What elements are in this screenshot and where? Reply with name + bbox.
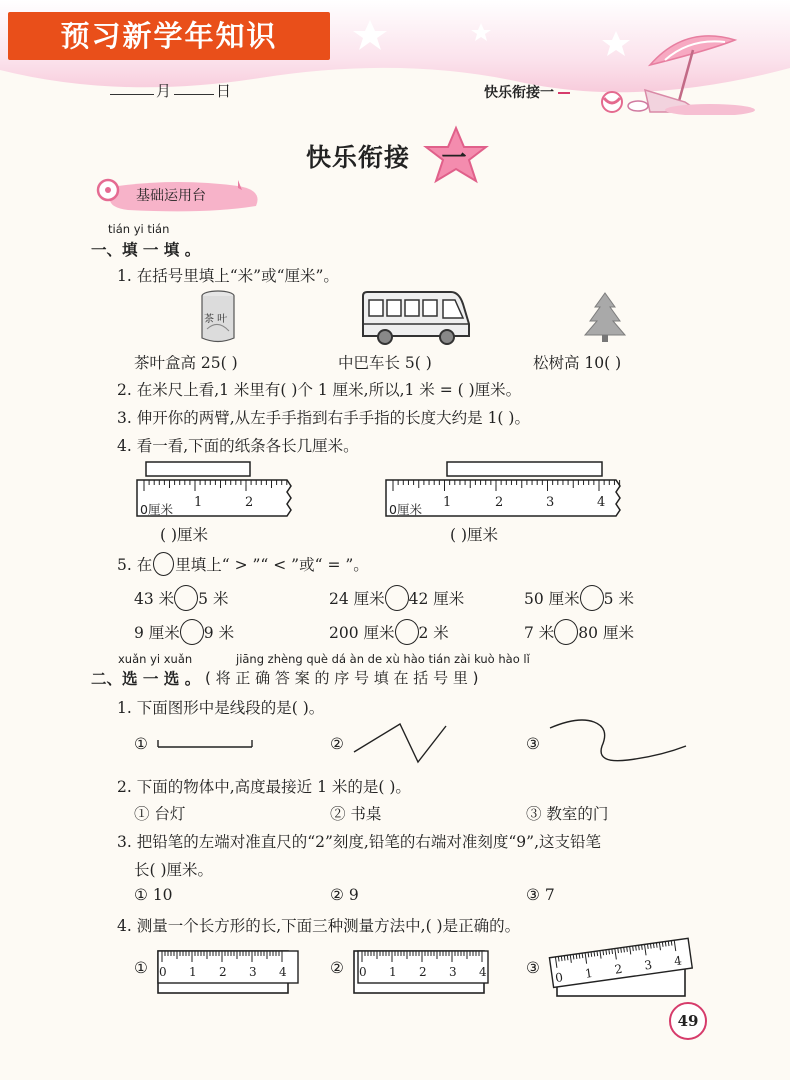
ruler-tick (567, 955, 568, 960)
section-label: 基础运用台 (136, 188, 206, 204)
option-door[interactable]: ③ 教室的门 (526, 805, 609, 823)
compare-left: 200 厘米 (329, 624, 395, 642)
lesson-title: 快乐衔接 (306, 143, 411, 172)
star-icon (350, 18, 390, 52)
star-icon (470, 22, 492, 42)
q1-item-tea[interactable]: 茶叶盒高 25( ) (134, 354, 238, 372)
minibus-image (359, 290, 471, 348)
q5-suffix: 里填上“ > ”“ < ”或“ = ”。 (175, 556, 369, 574)
compare-left: 24 厘米 (329, 590, 385, 608)
compare-item (329, 585, 464, 611)
pine-tree-image (583, 291, 627, 343)
ruler-1-zero-label: 0厘米 (140, 502, 173, 517)
compare-left: 50 厘米 (524, 590, 580, 608)
ruler-tick (579, 954, 580, 959)
ruler-tick (656, 943, 657, 948)
option-mark[interactable]: ② (330, 959, 344, 977)
ruler-tick-label: 4 (479, 965, 487, 979)
ruler-tick (576, 954, 577, 959)
header-tag: 快乐衔接一 (484, 85, 554, 101)
ruler-tick (558, 957, 559, 962)
ruler-2-tick-label: 1 (443, 495, 452, 510)
compare-right: 5 米 (198, 590, 229, 608)
question-5 (117, 552, 369, 576)
compare-right: 80 厘米 (578, 624, 634, 642)
tag-dash (558, 92, 570, 94)
compare-left: 9 厘米 (134, 624, 180, 642)
ruler-tick (573, 954, 574, 959)
day-blank[interactable] (174, 94, 214, 95)
compare-right: 2 米 (418, 624, 449, 642)
ruler-tick-label: 4 (673, 953, 683, 969)
ruler-2-zero-label: 0厘米 (389, 502, 422, 517)
compare-blank[interactable] (395, 619, 419, 645)
q4-answer-1[interactable]: ( )厘米 (160, 526, 209, 544)
option-10[interactable]: ① 10 (134, 886, 173, 904)
option-mark[interactable]: ③ (526, 959, 540, 977)
month-label: 月 (156, 82, 172, 100)
compare-item (329, 619, 449, 645)
question-4: 4. 看一看,下面的纸条各长几厘米。 (117, 437, 359, 455)
ruler-tick (662, 942, 663, 947)
ruler-tick-label: 3 (643, 957, 654, 973)
ruler-tick-label: 3 (249, 965, 257, 979)
q4-answer-2[interactable]: ( )厘米 (450, 526, 499, 544)
measure-figure-3 (545, 934, 695, 1002)
ruler-tick-label: 2 (219, 965, 227, 979)
ruler-tick (597, 951, 598, 956)
ruler-tick (561, 956, 562, 961)
ruler-2-tick-label: 2 (495, 495, 504, 510)
ruler-tick-label: 2 (419, 965, 427, 979)
part2-heading: 二、选 一 选 。 (91, 670, 201, 688)
ruler-tick (612, 949, 613, 954)
page-number: 49 (669, 1002, 707, 1040)
ruler-tick (618, 948, 619, 953)
beach-umbrella-icon (590, 20, 790, 115)
ruler-tick (588, 952, 589, 957)
ruler-tick (582, 953, 583, 958)
choice-question-2[interactable]: 2. 下面的物体中,高度最接近 1 米的是( )。 (117, 778, 411, 796)
compare-blank[interactable] (174, 585, 198, 611)
ruler-1-tick-label: 1 (194, 495, 203, 510)
q5-prefix: 5. 在 (117, 556, 153, 574)
choice-question-3: 3. 把铅笔的左端对准直尺的“2”刻度,铅笔的右端对准刻度“9”,这支铅笔 (117, 833, 601, 851)
ruler-tick (650, 944, 651, 949)
ruler-1-tick-label: 2 (245, 495, 254, 510)
compare-circle-icon (153, 552, 174, 576)
compare-right: 5 米 (603, 590, 634, 608)
ruler-tick (591, 952, 592, 957)
ruler-tick-label: 1 (189, 965, 197, 979)
curve-line-figure (548, 716, 690, 768)
compare-item (134, 619, 234, 645)
compare-blank[interactable] (180, 619, 204, 645)
ruler-tick-label: 1 (389, 965, 397, 979)
line-segment-figure (154, 732, 258, 752)
question-1: 1. 在括号里填上“米”或“厘米”。 (117, 267, 339, 285)
ruler-tick-label: 2 (613, 961, 624, 977)
ruler-tick (668, 941, 669, 946)
ruler-tick-label: 4 (279, 965, 287, 979)
day-label: 日 (216, 82, 232, 100)
option-lamp[interactable]: ① 台灯 (134, 805, 186, 823)
q1-item-tree[interactable]: 松树高 10( ) (533, 354, 622, 372)
ruler-2-tick-label: 4 (597, 495, 606, 510)
ruler-tick (647, 944, 648, 949)
ruler-tick (564, 956, 565, 961)
option-mark[interactable]: ① (134, 735, 148, 753)
ruler-tick-label: 0 (359, 965, 367, 979)
ruler-tick (606, 950, 607, 955)
lesson-number: 一 (441, 143, 467, 172)
ruler-tick (621, 948, 622, 953)
option-mark[interactable]: ① (134, 959, 148, 977)
measure-figure-2 (344, 939, 494, 997)
q1-item-bus[interactable]: 中巴车长 5( ) (338, 354, 432, 372)
compare-blank[interactable] (385, 585, 409, 611)
zigzag-line-figure (352, 718, 452, 768)
choice-question-4[interactable]: 4. 测量一个长方形的长,下面三种测量方法中,( )是正确的。 (117, 917, 521, 935)
compare-item (134, 585, 228, 611)
ruler-tick (653, 943, 654, 948)
compare-right: 42 厘米 (408, 590, 465, 608)
compare-item (524, 619, 634, 645)
option-7[interactable]: ③ 7 (526, 886, 555, 904)
ruler-tick-label: 1 (584, 965, 594, 981)
ruler-tick (603, 950, 604, 955)
option-9[interactable]: ② 9 (330, 886, 359, 904)
part1-heading: 一、填 一 填 。 (91, 241, 201, 259)
ruler-tick (636, 946, 637, 951)
choice-question-1[interactable]: 1. 下面图形中是线段的是( )。 (117, 699, 325, 717)
ruler-tick (671, 941, 672, 946)
part2-pinyin-instruction: jiāng zhèng què dá àn de xù hào tián zài kuò hào lǐ (236, 652, 530, 666)
ruler-tick-label: 0 (554, 970, 564, 986)
ruler-tick (642, 945, 643, 950)
ruler-tick (639, 945, 640, 950)
compare-blank[interactable] (580, 585, 604, 611)
tea-box-label: 茶 叶 (204, 314, 228, 325)
ruler-tick (609, 949, 610, 954)
ruler-tick (624, 947, 625, 952)
compare-item (524, 585, 634, 611)
ruler-tick (594, 951, 595, 956)
compare-right: 9 米 (203, 624, 235, 642)
compare-left: 43 米 (134, 590, 175, 608)
option-mark[interactable]: ② (330, 735, 344, 753)
option-mark[interactable]: ③ (526, 735, 540, 753)
ruler-tick (665, 941, 666, 946)
question-2[interactable]: 2. 在米尺上看,1 米里有( )个 1 厘米,所以,1 米 = ( )厘米。 (117, 381, 522, 399)
option-desk[interactable]: ② 书桌 (330, 805, 382, 823)
compare-left: 7 米 (524, 624, 555, 642)
compare-blank[interactable] (554, 619, 578, 645)
part1-pinyin: tián yi tián (108, 222, 170, 236)
month-blank[interactable] (110, 94, 154, 95)
ruler-tick (633, 946, 634, 951)
ruler-tick-label: 3 (449, 965, 457, 979)
ruler-tick-label: 0 (159, 965, 167, 979)
part2-instruction: ( 将 正 确 答 案 的 序 号 填 在 括 号 里 ) (205, 669, 479, 687)
measure-figure-1 (152, 939, 302, 997)
question-3[interactable]: 3. 伸开你的两臂,从左手手指到右手手指的长度大约是 1( )。 (117, 409, 530, 427)
ruler-tick (627, 947, 628, 952)
part2-pinyin-heading: xuǎn yi xuǎn (118, 652, 193, 666)
ruler-2-tick-label: 3 (546, 495, 555, 510)
page-header-title: 预习新学年知识 (8, 12, 330, 60)
choice-question-3-answer[interactable]: 长( )厘米。 (134, 861, 214, 879)
